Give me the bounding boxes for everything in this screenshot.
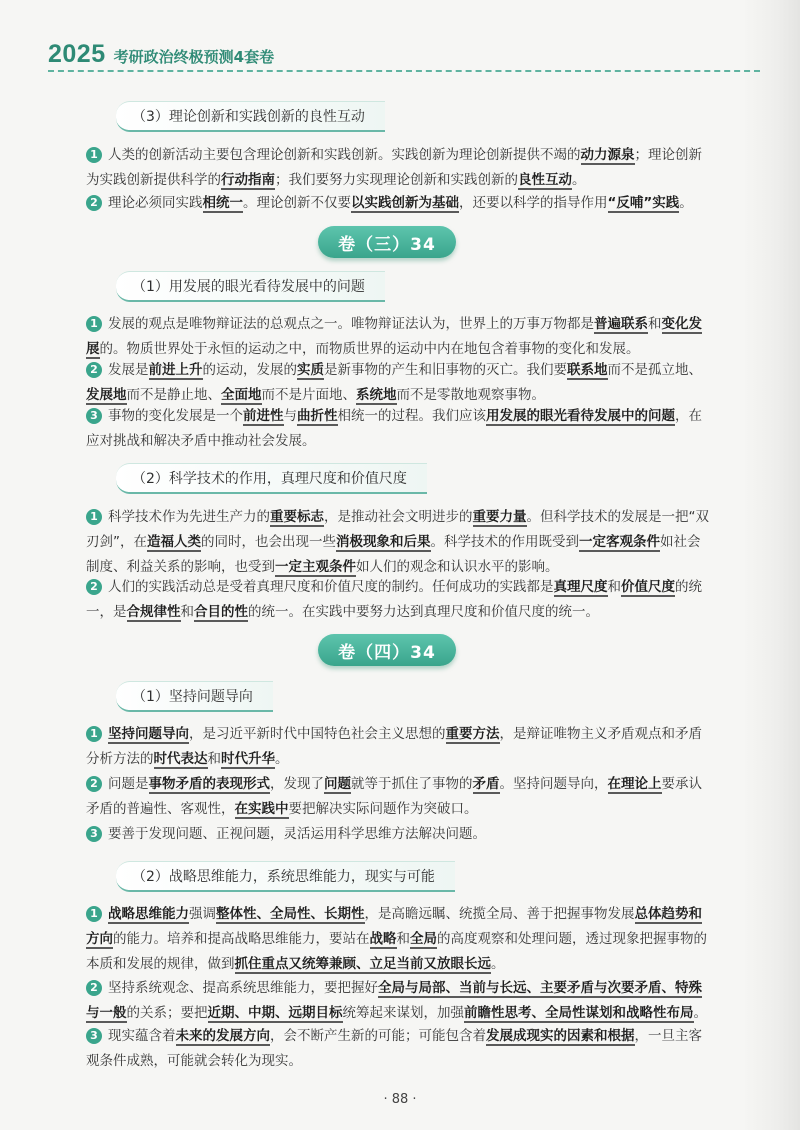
- paragraph: 2 人们的实践活动总是受着真理尺度和价值尺度的制约。任何成功的实践都是真理尺度和价值尺度的统一，是合规律性和合目的性的统一。在实践中要努力达到真理尺度和价值尺度的统一。: [86, 579, 702, 620]
- header-year: 2025: [48, 40, 106, 68]
- page-header: [48, 40, 274, 68]
- number-badge: 2: [86, 776, 102, 792]
- exam-paper-tag: 卷（四）34: [318, 634, 456, 666]
- number-badge: 1: [86, 316, 102, 332]
- paragraph: 2 问题是事物矛盾的表现形式，发现了问题就等于抓住了事物的矛盾。坚持问题导向，在理论上要承认矛盾的普遍性、客观性，在实践中要把解决实际问题作为突破口。: [86, 776, 702, 817]
- number-badge: 1: [86, 509, 102, 525]
- paragraph: 3 事物的变化发展是一个前进性与曲折性相统一的过程。我们应该用发展的眼光看待发展中的问题，在应对挑战和解决矛盾中推动社会发展。: [86, 408, 702, 449]
- paragraph: 3 现实蕴含着未来的发展方向，会不断产生新的可能；可能包含着发展成现实的因素和根据，一旦主客观条件成熟，可能就会转化为现实。: [86, 1028, 702, 1069]
- header-title: 考研政治终极预测4套卷: [113, 48, 275, 66]
- number-badge: 2: [86, 980, 102, 996]
- paragraph: 2 发展是前进上升的运动，发展的实质是新事物的产生和旧事物的灭亡。我们要联系地而不是孤立地、发展地而不是静止地、全面地而不是片面地、系统地而不是零散地观察事物。: [86, 362, 702, 403]
- number-badge: 2: [86, 362, 102, 378]
- number-badge: 3: [86, 408, 102, 424]
- page-number: · 88 ·: [383, 1092, 417, 1107]
- header-divider: [48, 70, 760, 72]
- page-edge-shadow: [742, 0, 800, 1130]
- number-badge: 1: [86, 147, 102, 163]
- section-heading: （3）理论创新和实践创新的良性互动: [116, 101, 385, 132]
- paragraph: 1 科学技术作为先进生产力的重要标志，是推动社会文明进步的重要力量。但科学技术的发展是一把“双刃剑”，在造福人类的同时，也会出现一些消极现象和后果。科学技术的作用既受到一定客观条件如社会制度、利益关系的影响，也受到一定主观条件如人们的观念和认识水平的影响。: [86, 509, 709, 575]
- paragraph: 1 战略思维能力强调整体性、全局性、长期性，是高瞻远瞩、统揽全局、善于把握事物发展总体趋势和方向的能力。培养和提高战略思维能力，要站在战略和全局的高度观察和处理问题，透过现象把握事物的本质和发展的规律，做到抓住重点又统筹兼顾、立足当前又放眼长远。: [86, 906, 707, 972]
- paragraph: 2 坚持系统观念、提高系统思维能力，要把握好全局与局部、当前与长远、主要矛盾与次要矛盾、特殊与一般的关系；要把近期、中期、远期目标统筹起来谋划，加强前瞻性思考、全局性谋划和战略性布局。: [86, 980, 707, 1021]
- number-badge: 2: [86, 579, 102, 595]
- section-heading: （2）战略思维能力，系统思维能力，现实与可能: [116, 861, 455, 892]
- paragraph: 2 理论必须同实践相统一。理论创新不仅要以实践创新为基础，还要以科学的指导作用“反哺”实践。: [86, 191, 712, 216]
- section-heading: （1）用发展的眼光看待发展中的问题: [116, 271, 385, 302]
- number-badge: 3: [86, 1028, 102, 1044]
- section-heading: （2）科学技术的作用，真理尺度和价值尺度: [116, 463, 427, 494]
- exam-paper-tag: 卷（三）34: [318, 226, 456, 258]
- paragraph: 3 要善于发现问题、正视问题，灵活运用科学思维方法解决问题。: [86, 822, 712, 847]
- number-badge: 3: [86, 826, 102, 842]
- section-heading: （1）坚持问题导向: [116, 681, 273, 712]
- paragraph: 1 发展的观点是唯物辩证法的总观点之一。唯物辩证法认为，世界上的万事万物都是普遍联系和变化发展的。物质世界处于永恒的运动之中，而物质世界的运动中内在地包含着事物的变化和发展。: [86, 316, 702, 357]
- paragraph: 1 人类的创新活动主要包含理论创新和实践创新。实践创新为理论创新提供不竭的动力源泉；理论创新为实践创新提供科学的行动指南；我们要努力实现理论创新和实践创新的良性互动。: [86, 147, 702, 188]
- number-badge: 1: [86, 726, 102, 742]
- number-badge: 1: [86, 906, 102, 922]
- paragraph: 1 坚持问题导向，是习近平新时代中国特色社会主义思想的重要方法，是辩证唯物主义矛盾观点和矛盾分析方法的时代表达和时代升华。: [86, 726, 702, 767]
- number-badge: 2: [86, 195, 102, 211]
